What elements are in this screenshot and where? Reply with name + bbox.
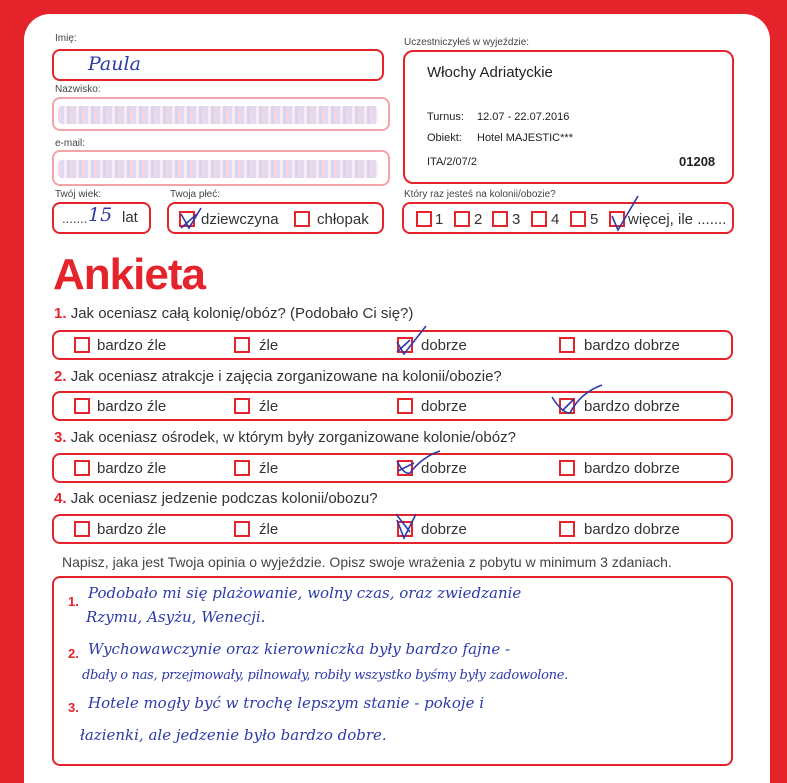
option-bardzo-dobrze: bardzo dobrze [584, 398, 680, 415]
opinion-line: Wychowawczynie oraz kierowniczka były bardzo fajne - [88, 640, 511, 658]
label-wiek: Twój wiek: [55, 189, 102, 200]
opinion-number: 1. [68, 594, 79, 609]
trip-code: ITA/2/07/2 [427, 156, 477, 168]
checkbox-bardzo-zle[interactable] [74, 460, 90, 476]
option-zle: źle [259, 460, 279, 477]
option-times-4: 4 [551, 211, 560, 228]
page-title: Ankieta [53, 250, 205, 299]
opinion-line: łazienki, ale jedzenie było bardzo dobre. [80, 726, 387, 744]
answer-row-2 [52, 391, 733, 421]
redacted-email [58, 160, 378, 178]
trip-number: 01208 [679, 154, 716, 169]
option-times-2: 2 [474, 211, 483, 228]
trip-name: Włochy Adriatyckie [427, 64, 553, 81]
checkbox-times-4[interactable] [531, 211, 547, 227]
option-chlopak: chłopak [317, 211, 369, 228]
field-plec [167, 202, 384, 234]
checkbox-bardzo-zle[interactable] [74, 521, 90, 537]
option-zle: źle [259, 398, 279, 415]
checkbox-zle[interactable] [234, 337, 250, 353]
question-number: 1. [54, 305, 67, 322]
question-1 [54, 305, 413, 322]
checkbox-times-2[interactable] [454, 211, 470, 227]
checkbox-bardzo-dobrze[interactable] [559, 460, 575, 476]
opinion-number: 3. [68, 700, 79, 715]
opinion-textarea[interactable] [52, 576, 733, 766]
question-text: Jak oceniasz całą kolonię/obóz? (Podobało Ci się?) [70, 305, 414, 322]
opinion-line: Rzymu, Asyżu, Wenecji. [86, 608, 266, 626]
option-bardzo-dobrze: bardzo dobrze [584, 460, 680, 477]
field-wiek[interactable] [52, 202, 151, 234]
option-dobrze: dobrze [421, 398, 467, 415]
turnus-label: Turnus: [427, 111, 464, 123]
question-text: Jak oceniasz ośrodek, w którym były zorganizowane kolonie/obóz? [70, 429, 516, 446]
wiek-dots: ....... [62, 211, 88, 226]
value-imie: Paula [88, 53, 141, 75]
option-bardzo-zle: bardzo źle [97, 337, 167, 354]
question-text: Jak oceniasz atrakcje i zajęcia zorganizowane na kolonii/obozie? [70, 368, 502, 385]
field-ktory-raz [402, 202, 734, 234]
answer-row-4 [52, 514, 733, 544]
check-mark-icon [394, 510, 424, 542]
opinion-number: 2. [68, 646, 79, 661]
option-times-5: 5 [590, 211, 599, 228]
checkbox-bardzo-dobrze[interactable] [559, 337, 575, 353]
value-wiek: 15 [88, 204, 113, 226]
option-zle: źle [259, 521, 279, 538]
question-4 [54, 490, 378, 507]
option-bardzo-dobrze: bardzo dobrze [584, 521, 680, 538]
option-times-more: więcej, ile ....... [628, 211, 727, 228]
question-text: Jak oceniasz jedzenie podczas kolonii/obozu? [70, 490, 378, 507]
checkbox-dobrze[interactable] [397, 398, 413, 414]
question-2 [54, 368, 502, 385]
obiekt-label: Obiekt: [427, 132, 462, 144]
option-dziewczyna: dziewczyna [201, 211, 279, 228]
checkbox-bardzo-zle[interactable] [74, 398, 90, 414]
checkbox-times-3[interactable] [492, 211, 508, 227]
label-ktory-raz: Który raz jesteś na kolonii/obozie? [404, 189, 556, 200]
opinion-prompt: Napisz, jaka jest Twoja opinia o wyjeździe. Opisz swoje wrażenia z pobytu w minimum 3 zdaniach. [62, 554, 672, 570]
checkbox-zle[interactable] [234, 398, 250, 414]
checkbox-times-5[interactable] [570, 211, 586, 227]
question-3 [54, 429, 516, 446]
opinion-line: Hotele mogły być w trochę lepszym stanie - pokoje i [88, 694, 485, 712]
checkbox-chlopak[interactable] [294, 211, 310, 227]
label-plec: Twoja płeć: [170, 189, 221, 200]
checkbox-zle[interactable] [234, 460, 250, 476]
check-mark-icon [177, 206, 203, 232]
label-nazwisko: Nazwisko: [55, 84, 101, 95]
opinion-line: dbały o nas, przejmowały, pilnowały, robiły wszystko byśmy były zadowolone. [82, 668, 568, 683]
option-bardzo-zle: bardzo źle [97, 521, 167, 538]
option-bardzo-dobrze: bardzo dobrze [584, 337, 680, 354]
checkbox-zle[interactable] [234, 521, 250, 537]
answer-row-3 [52, 453, 733, 483]
field-nazwisko[interactable] [52, 97, 390, 131]
option-dobrze: dobrze [421, 337, 467, 354]
obiekt-value: Hotel MAJESTIC*** [477, 132, 573, 144]
option-times-1: 1 [435, 211, 444, 228]
checkbox-bardzo-dobrze[interactable] [559, 521, 575, 537]
trip-info-box [403, 50, 734, 184]
label-imie: Imię: [55, 33, 77, 44]
opinion-line: Podobało mi się plażowanie, wolny czas, oraz zwiedzanie [88, 584, 522, 602]
question-number: 3. [54, 429, 67, 446]
option-zle: źle [259, 337, 279, 354]
option-dobrze: dobrze [421, 521, 467, 538]
label-uczestnik: Uczestniczyłeś w wyjeździe: [404, 37, 530, 48]
option-times-3: 3 [512, 211, 521, 228]
field-imie[interactable] [52, 49, 384, 81]
answer-row-1 [52, 330, 733, 360]
wiek-unit: lat [122, 209, 138, 226]
question-number: 4. [54, 490, 67, 507]
option-dobrze: dobrze [421, 460, 467, 477]
option-bardzo-zle: bardzo źle [97, 460, 167, 477]
checkbox-times-1[interactable] [416, 211, 432, 227]
field-email[interactable] [52, 150, 390, 186]
option-bardzo-zle: bardzo źle [97, 398, 167, 415]
label-email: e-mail: [55, 138, 86, 149]
question-number: 2. [54, 368, 67, 385]
checkbox-bardzo-zle[interactable] [74, 337, 90, 353]
redacted-nazwisko [58, 106, 378, 124]
turnus-value: 12.07 - 22.07.2016 [477, 111, 570, 123]
